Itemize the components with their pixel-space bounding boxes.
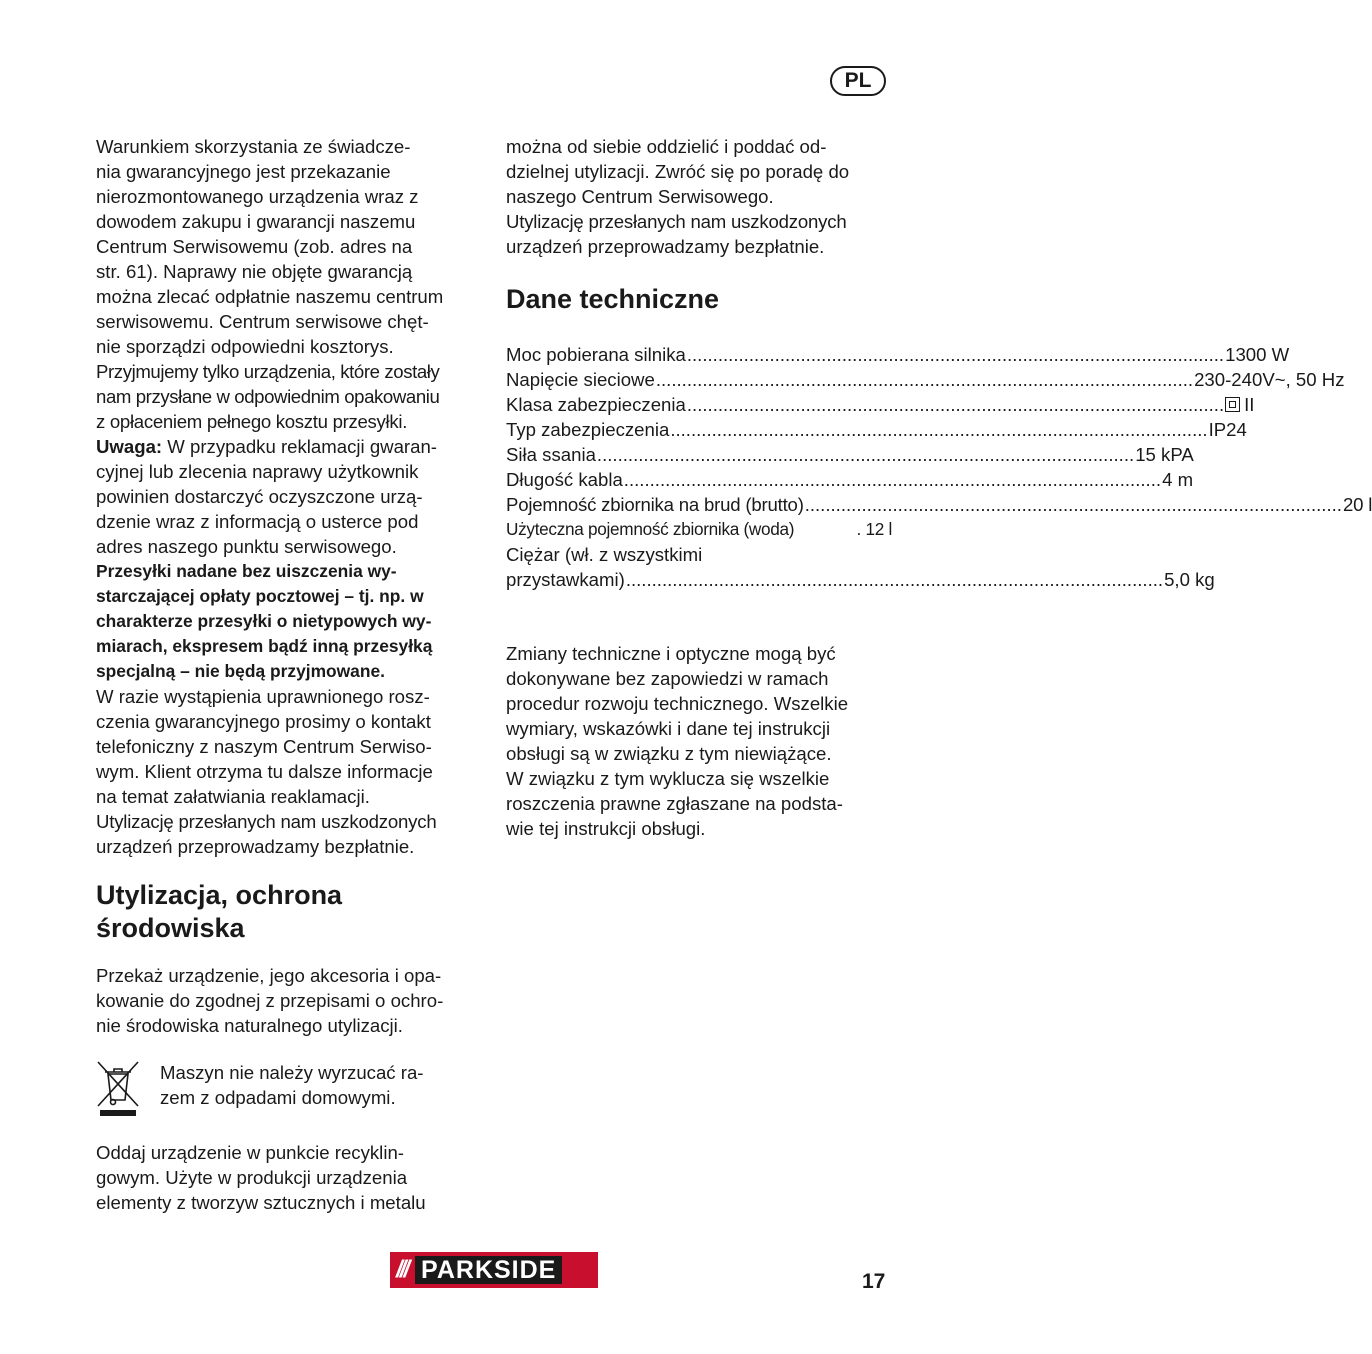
text-line: str. 61). Naprawy nie objęte gwarancją: [96, 261, 413, 282]
leader-dots: ........................................................................................................: [623, 469, 1162, 490]
text-line: kowanie do zgodnej z przepisami o ochro-: [96, 990, 444, 1011]
disposal-paragraph: [96, 963, 488, 1038]
spec-label: Siła ssania: [506, 444, 596, 465]
text-line: [96, 434, 488, 459]
notice-paragraph: [506, 641, 892, 841]
text-line: Przekaż urządzenie, jego akcesoria i opa-: [96, 965, 442, 986]
leader-dots: ........................................................................................................: [625, 569, 1164, 590]
text-line: Centrum Serwisowemu (zob. adres na: [96, 236, 413, 257]
spec-table: [506, 342, 1372, 592]
text-line: obsługi są w związku z tym niewiążące.: [506, 743, 832, 764]
text-line: zem z odpadami domowymi.: [160, 1087, 396, 1108]
text-line: dowodem zakupu i gwarancji naszemu: [96, 211, 416, 232]
tech-data-heading: Dane techniczne: [506, 284, 720, 314]
text-line: Warunkiem skorzystania ze świadcze-: [96, 136, 411, 157]
spec-row: [506, 517, 892, 542]
spec-label: Klasa zabezpieczenia: [506, 394, 686, 415]
leader-dots: ........................................................................................................: [655, 369, 1194, 390]
leader-dots: ........................................................................................................: [686, 344, 1225, 365]
spec-value: IP24: [1208, 419, 1247, 440]
text-line: W razie wystąpienia uprawnionego rosz-: [96, 686, 430, 707]
right-column: [506, 134, 1372, 841]
spec-value: II: [1244, 394, 1255, 415]
spec-row: [506, 467, 1194, 492]
spec-label: Ciężar (wł. z wszystkimi: [506, 544, 703, 565]
leader-dots: ........................................................................................................: [686, 394, 1225, 415]
text-line: wie tej instrukcji obsługi.: [506, 818, 706, 839]
text-line: Zmiany techniczne i optyczne mogą być: [506, 643, 836, 664]
text-line: miarach, ekspresem bądź inną przesyłką: [96, 636, 433, 656]
parkside-logo: [390, 1252, 598, 1288]
spec-value: . 12 l: [856, 519, 892, 539]
spec-value: 1300 W: [1225, 344, 1290, 365]
text-line: telefoniczny z naszym Centrum Serwiso-: [96, 736, 432, 757]
uwaga-text: W przypadku reklamacji gwaran-: [162, 436, 437, 457]
text-line: charakterze przesyłki o nietypowych wy-: [96, 611, 432, 631]
recycle-paragraph: [96, 1140, 488, 1215]
spec-label: Napięcie sieciowe: [506, 369, 655, 390]
uwaga-label: Uwaga:: [96, 436, 163, 457]
spec-row: [506, 567, 1215, 592]
spec-row: [506, 442, 1194, 467]
uwaga-paragraph: [96, 434, 488, 559]
page-number: 17: [862, 1270, 886, 1293]
spec-label: Długość kabla: [506, 469, 623, 490]
text-line: dzielnej utylizacji. Zwróć się po poradę do: [506, 161, 850, 182]
spec-value: 5,0 kg: [1164, 569, 1215, 590]
spec-row-multiline-first: [506, 542, 892, 567]
text-line: na temat załatwiania reaklamacji.: [96, 786, 370, 807]
text-line: elementy z tworzyw sztucznych i metalu: [96, 1192, 426, 1213]
left-column: [96, 134, 488, 1215]
spec-row: [506, 417, 1247, 442]
text-line: specjalną – nie będą przyjmowane.: [96, 661, 385, 681]
recycle-continuation: [506, 134, 892, 259]
text-line: dzenie wraz z informacją o usterce pod: [96, 511, 419, 532]
spec-label: Moc pobierana silnika: [506, 344, 686, 365]
text-line: Utylizację przesłanych nam uszkodzonych: [96, 811, 437, 832]
text-line: cyjnej lub zlecenia naprawy użytkownik: [96, 461, 419, 482]
spec-label: Typ zabezpieczenia: [506, 419, 670, 440]
text-line: gowym. Użyte w produkcji urządzenia: [96, 1167, 408, 1188]
contact-paragraph: [96, 684, 488, 859]
text-line: można od siebie oddzielić i poddać od-: [506, 136, 827, 157]
heading-line: Utylizacja, ochrona: [96, 880, 343, 910]
bold-warning-paragraph: [96, 559, 488, 684]
text-line: z opłaceniem pełnego kosztu przesyłki.: [96, 411, 408, 432]
logo-stripes: ///: [396, 1256, 408, 1283]
text-line: można zlecać odpłatnie naszemu centrum: [96, 286, 444, 307]
spec-row: [506, 342, 1290, 367]
spec-label: Pojemność zbiornika na brud (brutto): [506, 494, 804, 515]
text-line: czenia gwarancyjnego prosimy o kontakt: [96, 711, 431, 732]
text-line: starczającej opłaty pocztowej – tj. np. w: [96, 586, 424, 606]
text-line: nie sporządzi odpowiedni kosztorys.: [96, 336, 394, 357]
spec-value-protection-class: [1225, 392, 1254, 417]
spec-row: [506, 492, 1372, 517]
leader-dots: ........................................................................................................: [670, 419, 1208, 440]
text-line: naszego Centrum Serwisowego.: [506, 186, 774, 207]
text-line: powinien dostarczyć oczyszczone urzą-: [96, 486, 423, 507]
spec-value: 4 m: [1162, 469, 1194, 490]
text-line: nam przysłane w odpowiednim opakowaniu: [96, 386, 440, 407]
crossed-bin-icon: [96, 1060, 140, 1118]
text-line: nia gwarancyjnego jest przekazanie: [96, 161, 391, 182]
logo-text: PARKSIDE: [415, 1256, 562, 1284]
text-line: Maszyn nie należy wyrzucać ra-: [160, 1062, 424, 1083]
text-line: wym. Klient otrzyma tu dalsze informacje: [96, 761, 433, 782]
warranty-paragraph: [96, 134, 488, 434]
weee-notice: [96, 1060, 488, 1118]
spec-label: Użyteczna pojemność zbiornika (woda): [506, 519, 795, 539]
leader-dots: ........................................................................................................: [596, 444, 1135, 465]
text-line: roszczenia prawne zgłaszane na podsta-: [506, 793, 843, 814]
spec-value: 15 kPA: [1135, 444, 1194, 465]
weee-text: [160, 1060, 424, 1110]
text-line: Oddaj urządzenie w punkcie recyklin-: [96, 1142, 404, 1163]
text-line: nie środowiska naturalnego utylizacji.: [96, 1015, 403, 1036]
text-line: adres naszego punktu serwisowego.: [96, 536, 397, 557]
heading-line: środowiska: [96, 913, 245, 943]
text-line: wymiary, wskazówki i dane tej instrukcji: [506, 718, 831, 739]
text-line: urządzeń przeprowadzamy bezpłatnie.: [506, 236, 825, 257]
text-line: urządzeń przeprowadzamy bezpłatnie.: [96, 836, 415, 857]
text-line: Przesyłki nadane bez uiszczenia wy-: [96, 561, 397, 581]
disposal-heading: [96, 879, 488, 945]
spec-value: 20 l: [1342, 494, 1372, 515]
language-badge: PL: [830, 66, 886, 96]
spec-row: [506, 367, 1345, 392]
spec-row: [506, 392, 1255, 417]
text-line: W związku z tym wyklucza się wszelkie: [506, 768, 830, 789]
text-line: nierozmontowanego urządzenia wraz z: [96, 186, 419, 207]
text-line: dokonywane bez zapowiedzi w ramach: [506, 668, 829, 689]
protection-class-ii-icon: [1225, 397, 1240, 412]
text-line: serwisowemu. Centrum serwisowe chęt-: [96, 311, 429, 332]
spec-value: 230-240V~, 50 Hz: [1194, 369, 1345, 390]
leader-dots: ........................................................................................................: [804, 494, 1342, 515]
text-line: Przyjmujemy tylko urządzenia, które zostały: [96, 361, 440, 382]
text-line: Utylizację przesłanych nam uszkodzonych: [506, 211, 847, 232]
spec-label: przystawkami): [506, 569, 625, 590]
text-line: procedur rozwoju technicznego. Wszelkie: [506, 693, 849, 714]
